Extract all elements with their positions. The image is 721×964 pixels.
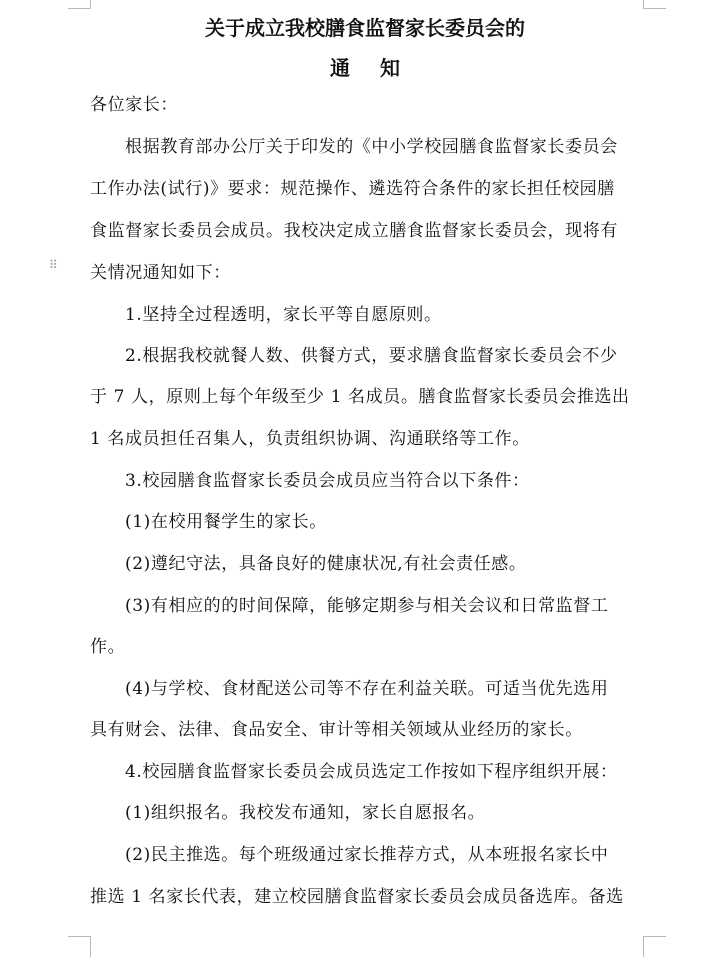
crop-mark-top-left — [68, 0, 91, 9]
paragraph-line: 1.坚持全过程透明，家长平等自愿原则。 — [125, 305, 442, 325]
paragraph-line: (3)有相应的的时间保障，能够定期参与相关会议和日常监督工 — [125, 596, 609, 616]
paragraph-line: 作。 — [90, 637, 126, 657]
paragraph-line: 关情况通知如下： — [90, 263, 231, 283]
paragraph-line: 4.校园膳食监督家长委员会成员选定工作按如下程序组织开展： — [125, 762, 618, 782]
paragraph-line: 2.根据我校就餐人数、供餐方式，要求膳食监督家长委员会不少 — [125, 346, 618, 366]
paragraph-line: 于 7 人，原则上每个年级至少 1 名成员。膳食监督家长委员会推选出 — [90, 387, 630, 407]
salutation: 各位家长： — [90, 95, 178, 115]
paragraph-line: (1)组织报名。我校发布通知，家长自愿报名。 — [125, 803, 486, 823]
paragraph-line: 1 名成员担任召集人，负责组织协调、沟通联络等工作。 — [90, 429, 530, 449]
paragraph-line: (2)民主推选。每个班级通过家长推荐方式，从本班报名家长中 — [125, 845, 609, 865]
document-title-notice: 通知 — [330, 56, 430, 80]
crop-mark-bottom-left — [68, 936, 91, 957]
document-title: 关于成立我校膳食监督家长委员会的 — [205, 16, 525, 40]
paragraph-line: 工作办法(试行)》要求：规范操作、遴选符合条件的家长担任校园膳 — [90, 179, 615, 199]
crop-mark-bottom-right — [643, 936, 666, 957]
paragraph-line: 3.校园膳食监督家长委员会成员应当符合以下条件： — [125, 471, 530, 491]
crop-mark-top-right — [643, 0, 666, 9]
paragraph-line: 根据教育部办公厅关于印发的《中小学校园膳食监督家长委员会 — [125, 137, 618, 157]
paragraph-drag-handle-icon[interactable]: ⠿ — [49, 258, 59, 272]
paragraph-line: 推选 1 名家长代表，建立校园膳食监督家长委员会成员备选库。备选 — [90, 887, 624, 907]
paragraph-line: (2)遵纪守法，具备良好的健康状况,有社会责任感。 — [125, 554, 527, 574]
paragraph-line: (4)与学校、食材配送公司等不存在利益关联。可适当优先选用 — [125, 679, 609, 699]
paragraph-line: 食监督家长委员会成员。我校决定成立膳食监督家长委员会，现将有 — [90, 221, 618, 241]
paragraph-line: 具有财会、法律、食品安全、审计等相关领域从业经历的家长。 — [90, 720, 583, 740]
paragraph-line: (1)在校用餐学生的家长。 — [125, 512, 327, 532]
